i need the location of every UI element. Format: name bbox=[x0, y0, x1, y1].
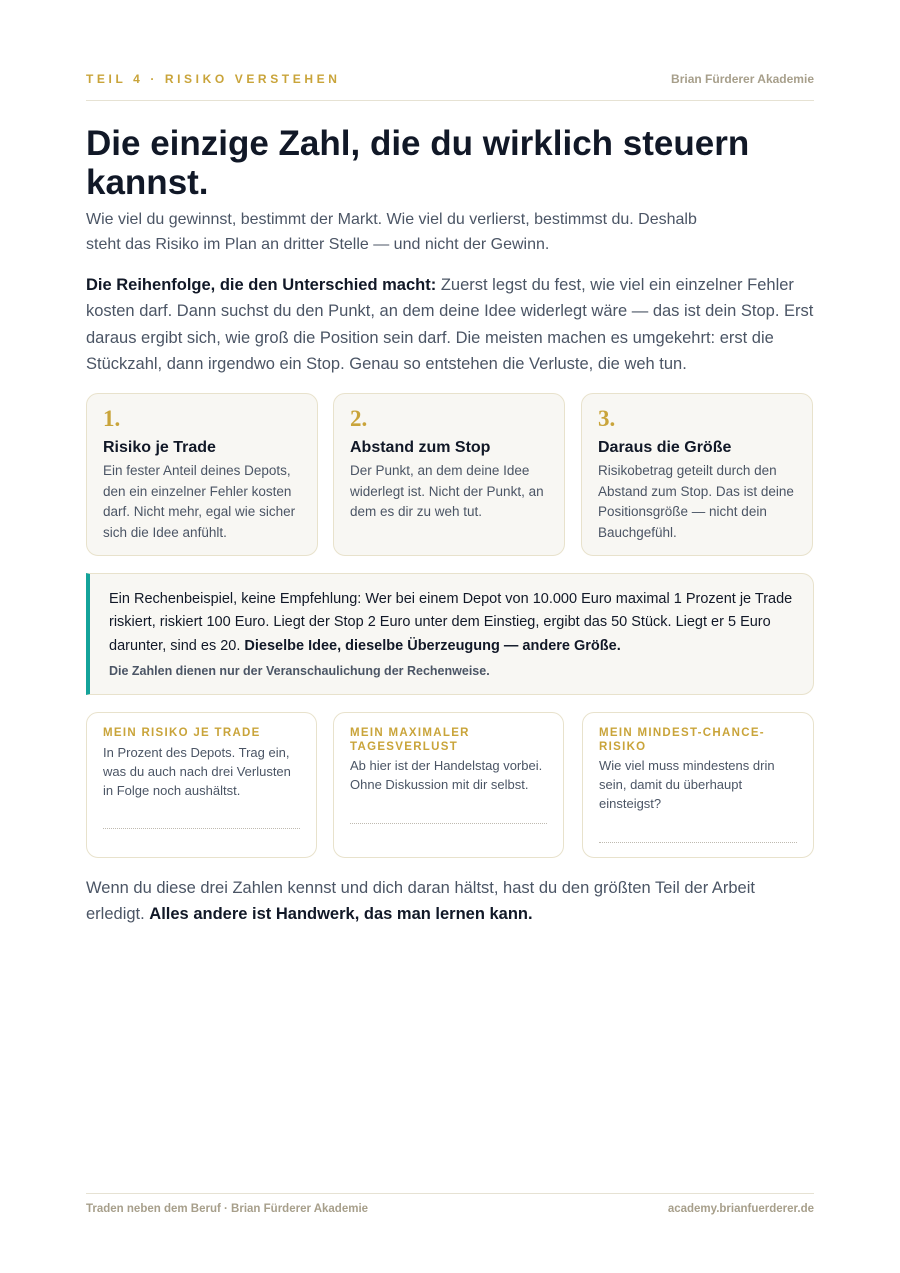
example-body: Ein Rechenbeispiel, keine Empfehlung: Wer bei einem Depot von 10.000 Euro maximal 1 Prozent je Trade riskiert, riskiert 100 Euro. Liegt der Stop 2 Euro unter dem Einstieg, ergibt das 50 Stück. Liegt er 5 Euro darunter, sind es 20. bbox=[109, 591, 793, 654]
step-card-3 bbox=[581, 393, 813, 556]
footer-title: Traden neben dem Beruf · Brian Fürderer Akademie bbox=[86, 1203, 369, 1215]
section-kicker: TEIL 4 · RISIKO VERSTEHEN bbox=[86, 72, 341, 86]
example-disclaimer: Die Zahlen dienen nur der Veranschaulichung der Rechenweise. bbox=[109, 664, 490, 679]
example-emphasis: Dieselbe Idee, dieselbe Überzeugung — andere Größe. bbox=[244, 637, 621, 654]
step-number: 1. bbox=[103, 406, 121, 431]
step-title: Abstand zum Stop bbox=[350, 439, 491, 456]
example-callout bbox=[86, 573, 814, 695]
field-hint: In Prozent des Depots. Trag ein, was du auch nach drei Verlusten in Folge noch aushältst. bbox=[103, 744, 291, 798]
step-title: Daraus die Größe bbox=[598, 439, 732, 456]
worksheet-fields bbox=[86, 712, 814, 858]
field-label: MEIN RISIKO JE TRADE bbox=[103, 727, 261, 739]
step-card-1 bbox=[86, 393, 318, 556]
steps-row bbox=[86, 393, 814, 556]
closing-text: Wenn du diese drei Zahlen kennst und dich daran hältst, hast du den größten Teil der Arbeit erledigt. bbox=[86, 879, 755, 924]
step-title: Risiko je Trade bbox=[103, 439, 216, 456]
step-text: Risikobetrag geteilt durch den Abstand zum Stop. Das ist deine Positionsgröße — nicht dein Bauchgefühl. bbox=[598, 463, 794, 540]
fill-in-line[interactable] bbox=[103, 828, 300, 829]
page-title: Die einzige Zahl, die du wirklich steuern kannst. bbox=[86, 124, 750, 202]
page-footer bbox=[86, 1193, 814, 1218]
field-label: MEIN MINDEST-CHANCE-RISIKO bbox=[599, 727, 765, 753]
intro-lead: Die Reihenfolge, die den Unterschied macht: bbox=[86, 276, 437, 294]
fill-in-line[interactable] bbox=[599, 842, 797, 843]
example-text bbox=[109, 588, 795, 658]
closing-emphasis: Alles andere ist Handwerk, das man lernen kann. bbox=[149, 905, 533, 924]
field-hint: Ab hier ist der Handelstag vorbei. Ohne Diskussion mit dir selbst. bbox=[350, 758, 543, 792]
intro-paragraph bbox=[86, 272, 814, 377]
intro-text: Zuerst legst du fest, wie viel ein einzelner Fehler kosten darf. Dann suchst du den Punkt, an dem deine Idee widerlegt wäre — das ist dein Stop. Erst daraus ergibt sich, wie groß die Position sein darf. Die meisten machen es umgekehrt: erst die Stückzahl, dann irgendwo ein Stop. Genau so entstehen die Verluste, die weh tun. bbox=[86, 276, 814, 373]
field-label: MEIN MAXIMALER TAGESVERLUST bbox=[350, 727, 470, 753]
step-number: 3. bbox=[598, 406, 616, 431]
field-hint: Wie viel muss mindestens drin sein, damit du überhaupt einsteigst? bbox=[599, 758, 775, 811]
step-number: 2. bbox=[350, 406, 368, 431]
fill-in-line[interactable] bbox=[350, 823, 547, 824]
closing-paragraph bbox=[86, 875, 814, 928]
page-header bbox=[86, 72, 814, 101]
field-card-max-daily-loss bbox=[333, 712, 564, 858]
step-text: Ein fester Anteil deines Depots, den ein einzelner Fehler kosten darf. Nicht mehr, egal wie sicher sich die Idee anfühlt. bbox=[103, 463, 296, 540]
step-text: Der Punkt, an dem deine Idee widerlegt ist. Nicht der Punkt, an dem es dir zu weh tut. bbox=[350, 463, 544, 519]
field-card-risk-per-trade bbox=[86, 712, 317, 858]
page-subtitle: Wie viel du gewinnst, bestimmt der Markt. Wie viel du verlierst, bestimmst du. Deshalb steht das Risiko im Plan an dritter Stelle — und nicht der Gewinn. bbox=[86, 211, 697, 253]
footer-url: academy.brianfuerderer.de bbox=[667, 1203, 814, 1215]
field-card-min-reward-risk bbox=[582, 712, 814, 858]
brand-name: Brian Fürderer Akademie bbox=[671, 72, 814, 86]
step-card-2 bbox=[333, 393, 565, 556]
